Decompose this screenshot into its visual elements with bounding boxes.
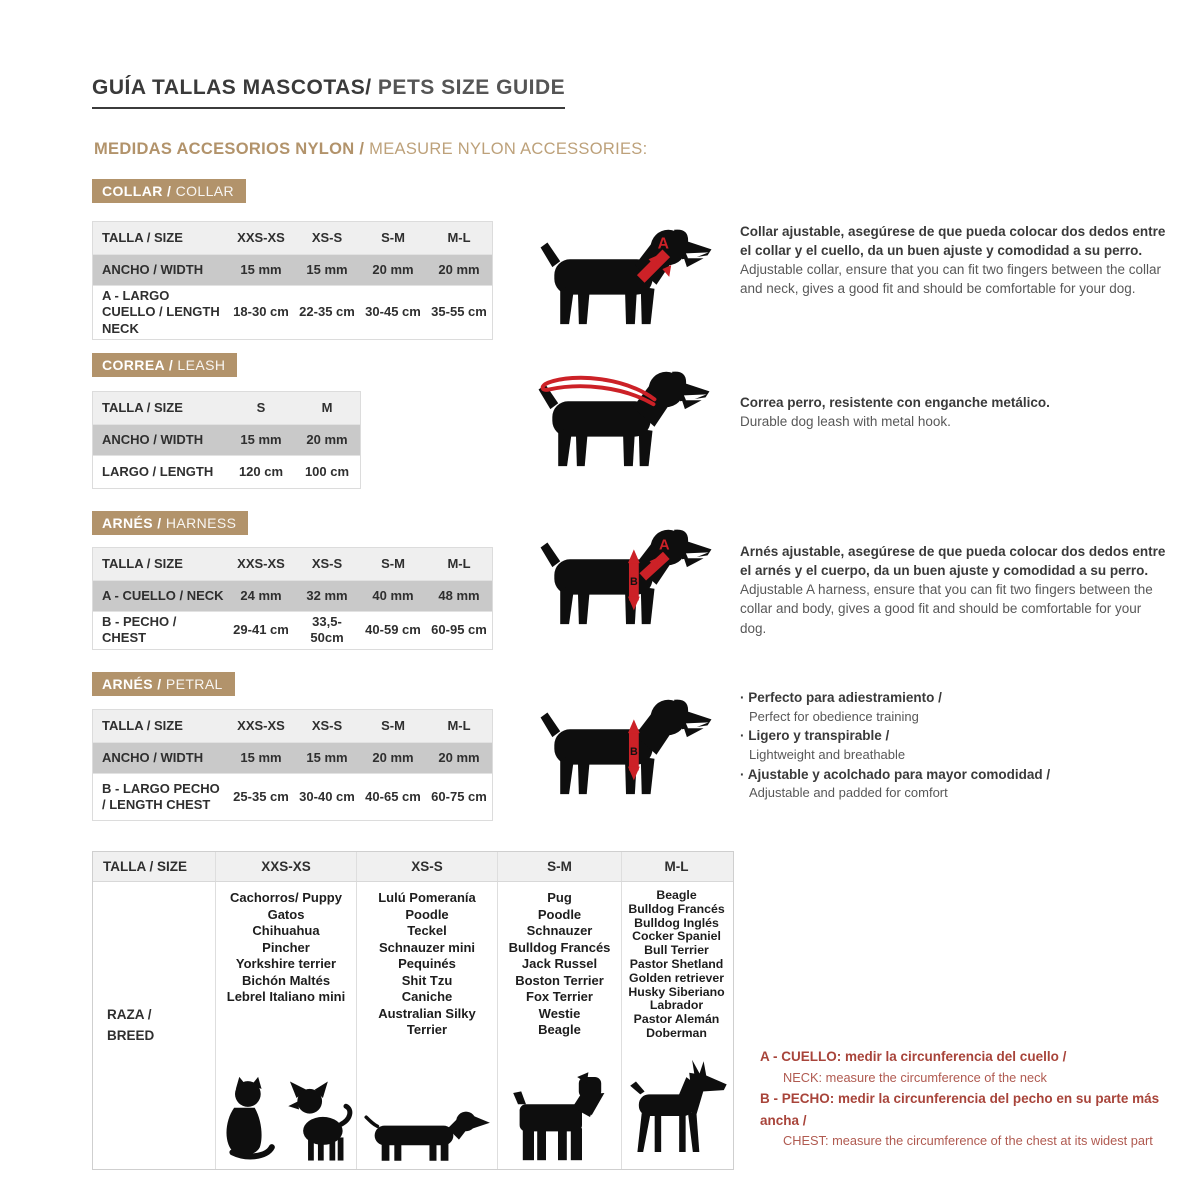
value-cell: 15 mm — [240, 749, 282, 765]
table-row — [93, 612, 492, 649]
breed-item: Bulldog Francés — [628, 901, 725, 916]
note-b-es: B - PECHO: medir la circunferencia del pecho en su parte más ancha / — [760, 1091, 1160, 1128]
breed-list-s-m — [498, 882, 621, 1039]
marker-b-label: B — [629, 575, 638, 588]
value-cell: 22-35 cm — [299, 304, 355, 320]
row-label-cell: TALLA / SIZE — [102, 229, 183, 245]
leash-description-es: Correa perro, resistente con enganche metálico. — [740, 395, 1050, 410]
page-subtitle-en: MEASURE NYLON ACCESSORIES: — [364, 140, 648, 158]
row-label-cell: A - LARGO CUELLO / LENGTH NECK — [102, 288, 220, 336]
petral-badge-es: ARNÉS / — [102, 676, 162, 692]
breed-item: Poodle — [537, 906, 582, 922]
note-a-en: NECK: measure the circumference of the neck — [783, 1069, 1047, 1085]
value-cell: XS-S — [311, 229, 343, 245]
measuring-notes — [760, 1046, 1195, 1152]
row-label-cell: TALLA / SIZE — [102, 717, 183, 733]
breed-item: Fox Terrier — [526, 989, 593, 1004]
collar-description — [740, 222, 1168, 299]
collar-badge-es: COLLAR / — [102, 183, 172, 199]
value-cell: M — [321, 399, 333, 415]
page-subtitle-es: MEDIDAS ACCESORIOS NYLON / — [94, 140, 365, 158]
value-cell: 15 mm — [306, 261, 348, 277]
silhouettes-xxs-xs — [216, 1073, 356, 1163]
silhouettes-s-m — [498, 1071, 621, 1163]
breed-cell-xs-s — [357, 882, 498, 1169]
breed-item: Caniche — [401, 989, 453, 1004]
breed-item: Labrador — [649, 998, 704, 1013]
value-cell: 35-55 cm — [431, 304, 487, 320]
petral-bullet — [740, 688, 1170, 726]
schnauzer-silhouette-icon — [510, 1071, 610, 1163]
value-cell: 30-40 cm — [299, 788, 355, 804]
row-label-cell: TALLA / SIZE — [102, 399, 183, 415]
breed-item: Australian Silky Terrier — [378, 1005, 476, 1037]
breed-item: Schnauzer — [526, 923, 593, 938]
page-title-en: PETS SIZE GUIDE — [371, 76, 566, 99]
value-cell: 120 cm — [238, 463, 284, 479]
breed-list-m-l — [622, 882, 731, 1041]
collar-description-es: Collar ajustable, asegúrese de que pueda colocar dos dedos entre el collar y el cuello, da un buen ajuste y comodidad a su perro. — [740, 224, 1166, 259]
value-cell: S-M — [381, 229, 405, 245]
row-label-cell: TALLA / SIZE — [102, 555, 183, 571]
breed-cell-xxs-xs — [216, 882, 357, 1169]
breed-header-s-m: S-M — [498, 852, 622, 881]
value-cell: 15 mm — [240, 431, 282, 447]
row-label-cell: B - LARGO PECHO / LENGTH CHEST — [102, 780, 220, 812]
breed-item: Pincher — [262, 939, 310, 955]
breed-item: Schnauzer mini — [378, 939, 476, 955]
leash-size-table — [92, 391, 361, 489]
breed-header-xxs-xs: XXS-XS — [216, 852, 357, 881]
breed-item: Beagle — [656, 888, 697, 902]
breed-item: Pug — [547, 890, 572, 905]
value-cell: 20 mm — [306, 431, 348, 447]
table-row — [93, 581, 492, 612]
breed-item: Bull Terrier — [644, 943, 709, 958]
marker-a-label: A — [659, 537, 670, 554]
note-b-en: CHEST: measure the circumference of the chest at its widest part — [783, 1133, 1153, 1149]
petral-bullet — [740, 726, 1170, 764]
petral-bullet-en: Adjustable and padded for comfort — [749, 785, 948, 801]
petral-bullet-en: Perfect for obedience training — [749, 708, 919, 724]
harness-description-es: Arnés ajustable, asegúrese de que pueda colocar dos dedos entre el arnés y el cuerpo, da un buen ajuste y comodidad a su perro. — [740, 544, 1166, 579]
harness-badge-es: ARNÉS / — [102, 515, 162, 531]
value-cell: 48 mm — [438, 587, 480, 603]
petral-bullet-es: · Ligero y transpirable / — [740, 726, 1170, 746]
table-row — [93, 743, 492, 774]
breed-item: Doberman — [646, 1025, 707, 1040]
breed-list-xs-s — [357, 882, 497, 1039]
value-cell: 18-30 cm — [233, 304, 289, 320]
value-cell: 24 mm — [240, 587, 282, 603]
leash-section-badge — [92, 353, 237, 377]
page-title — [92, 76, 565, 109]
table-row — [93, 710, 492, 743]
collar-dog-illustration — [538, 218, 716, 328]
value-cell: 20 mm — [372, 261, 414, 277]
value-cell: XXS-XS — [237, 717, 285, 733]
petral-feature-list — [740, 688, 1170, 803]
value-cell: 20 mm — [438, 261, 480, 277]
breed-item: Teckel — [407, 923, 447, 938]
breed-list-xxs-xs — [216, 882, 356, 1006]
petral-bullet-es: · Perfecto para adiestramiento / — [740, 688, 1170, 708]
collar-description-en: Adjustable collar, ensure that you can fit two fingers between the collar and neck, gives a good fit and should be comfortable for your dog. — [740, 262, 1161, 297]
marker-b-label: B — [629, 745, 638, 758]
leash-badge-es: CORREA / — [102, 357, 174, 373]
row-label-cell: ANCHO / WIDTH — [102, 261, 204, 277]
breed-item: Bulldog Francés — [508, 939, 611, 955]
value-cell: 30-45 cm — [365, 304, 421, 320]
chihuahua-silhouette-icon — [285, 1079, 355, 1163]
table-row — [93, 286, 492, 339]
breed-item: Jack Russel — [521, 956, 598, 971]
value-cell: 33,5-50cm — [310, 614, 344, 646]
petral-badge-en: PETRAL — [161, 676, 223, 692]
breed-item: Cachorros/ Puppy — [230, 890, 342, 905]
collar-badge-en: COLLAR — [171, 183, 235, 199]
breed-header-m-l: M-L — [664, 859, 689, 874]
petral-bullet-es: · Ajustable y acolchado para mayor comodidad / — [740, 765, 1170, 785]
breed-item: Shit Tzu — [401, 972, 453, 988]
value-cell: 60-95 cm — [431, 622, 487, 638]
value-cell: 40 mm — [372, 587, 414, 603]
breed-item: Husky Siberiano — [628, 984, 725, 999]
value-cell: 40-59 cm — [365, 622, 421, 638]
value-cell: 20 mm — [438, 749, 480, 765]
breed-item: Cocker Spaniel — [632, 929, 721, 944]
page-subtitle — [94, 140, 647, 159]
table-row — [93, 222, 492, 255]
breed-size-table — [92, 851, 734, 1170]
value-cell: S-M — [381, 555, 405, 571]
table-row — [93, 456, 360, 488]
breed-item: Lebrel Italiano mini — [226, 989, 346, 1004]
harness-dog-illustration — [538, 518, 716, 628]
leash-line — [543, 378, 655, 404]
value-cell: XS-S — [311, 555, 343, 571]
table-row — [93, 774, 492, 820]
breed-item: Yorkshire terrier — [235, 956, 337, 971]
breed-cell-s-m — [498, 882, 622, 1169]
value-cell: M-L — [447, 229, 471, 245]
value-cell: XS-S — [311, 717, 343, 733]
doberman-silhouette-icon — [623, 1051, 731, 1163]
petral-bullet-en: Lightweight and breathable — [749, 746, 906, 762]
breed-item: Beagle — [538, 1022, 581, 1037]
value-cell: XXS-XS — [237, 555, 285, 571]
table-row — [93, 255, 492, 286]
breed-item: Westie — [538, 1005, 581, 1021]
harness-size-table — [92, 547, 493, 650]
value-cell: M-L — [447, 717, 471, 733]
marker-a-label: A — [657, 235, 670, 253]
breed-item: Pequinés — [398, 956, 456, 971]
breed-item: Pastor Alemán — [633, 1012, 720, 1027]
breed-cell-m-l — [622, 882, 731, 1169]
table-row — [93, 548, 492, 581]
value-cell: S-M — [381, 717, 405, 733]
value-cell: 25-35 cm — [233, 788, 289, 804]
row-label-cell: LARGO / LENGTH — [102, 463, 214, 479]
breed-table-body — [93, 882, 733, 1169]
breed-row-label — [93, 882, 216, 1169]
value-cell: S — [256, 399, 266, 415]
dachshund-silhouette-icon — [362, 1103, 492, 1163]
leash-dog-illustration — [536, 360, 714, 470]
silhouettes-m-l — [622, 1051, 731, 1163]
table-row — [93, 392, 360, 425]
note-a-es: A - CUELLO: medir la circunferencia del cuello / — [760, 1049, 1067, 1064]
breed-item: Poodle — [405, 906, 449, 922]
row-label-cell: B - PECHO / CHEST — [102, 614, 177, 646]
harness-badge-en: HARNESS — [161, 515, 237, 531]
row-label-cell: A - CUELLO / NECK — [102, 587, 224, 603]
value-cell: 15 mm — [240, 261, 282, 277]
row-label-cell: ANCHO / WIDTH — [102, 431, 204, 447]
petral-section-badge — [92, 672, 235, 696]
table-row — [93, 425, 360, 456]
breed-row-label-es: RAZA / — [107, 1007, 152, 1023]
value-cell: 100 cm — [304, 463, 350, 479]
value-cell: 60-75 cm — [431, 788, 487, 804]
collar-size-table — [92, 221, 493, 340]
breed-item: Boston Terrier — [515, 972, 604, 988]
harness-section-badge — [92, 511, 248, 535]
row-label-cell: ANCHO / WIDTH — [102, 749, 204, 765]
breed-item: Gatos — [267, 906, 305, 922]
breed-item: Bichón Maltés — [241, 972, 331, 988]
leash-description — [740, 393, 1168, 431]
leash-description-en: Durable dog leash with metal hook. — [740, 414, 951, 430]
petral-size-table — [92, 709, 493, 821]
value-cell: 32 mm — [306, 587, 348, 603]
leash-badge-en: LEASH — [173, 357, 226, 373]
value-cell: XXS-XS — [237, 229, 285, 245]
silhouettes-xs-s — [357, 1103, 497, 1163]
breed-table-header — [93, 852, 733, 882]
cat-silhouette-icon — [217, 1073, 277, 1163]
harness-description — [740, 542, 1168, 638]
breed-header-size: TALLA / SIZE — [93, 852, 216, 881]
value-cell: 40-65 cm — [365, 788, 421, 804]
breed-item: Golden retriever — [629, 970, 724, 985]
breed-item: Bulldog Inglés — [634, 915, 719, 930]
harness-description-en: Adjustable A harness, ensure that you can fit two fingers between the collar and body, gives a good fit and should be comfortable for your dog. — [740, 582, 1153, 636]
collar-section-badge — [92, 179, 246, 203]
breed-row-label-en: BREED — [107, 1027, 155, 1043]
breed-item: Pastor Shetland — [629, 956, 724, 971]
breed-item: Chihuahua — [252, 923, 320, 938]
petral-dog-illustration — [538, 688, 716, 798]
value-cell: 20 mm — [372, 749, 414, 765]
petral-bullet — [740, 765, 1170, 803]
value-cell: 15 mm — [306, 749, 348, 765]
breed-header-xs-s: XS-S — [357, 852, 498, 881]
value-cell: 29-41 cm — [233, 622, 289, 638]
page-title-es: GUÍA TALLAS MASCOTAS/ — [92, 76, 372, 99]
value-cell: M-L — [447, 555, 471, 571]
breed-item: Lulú Pomeranía — [378, 890, 476, 905]
